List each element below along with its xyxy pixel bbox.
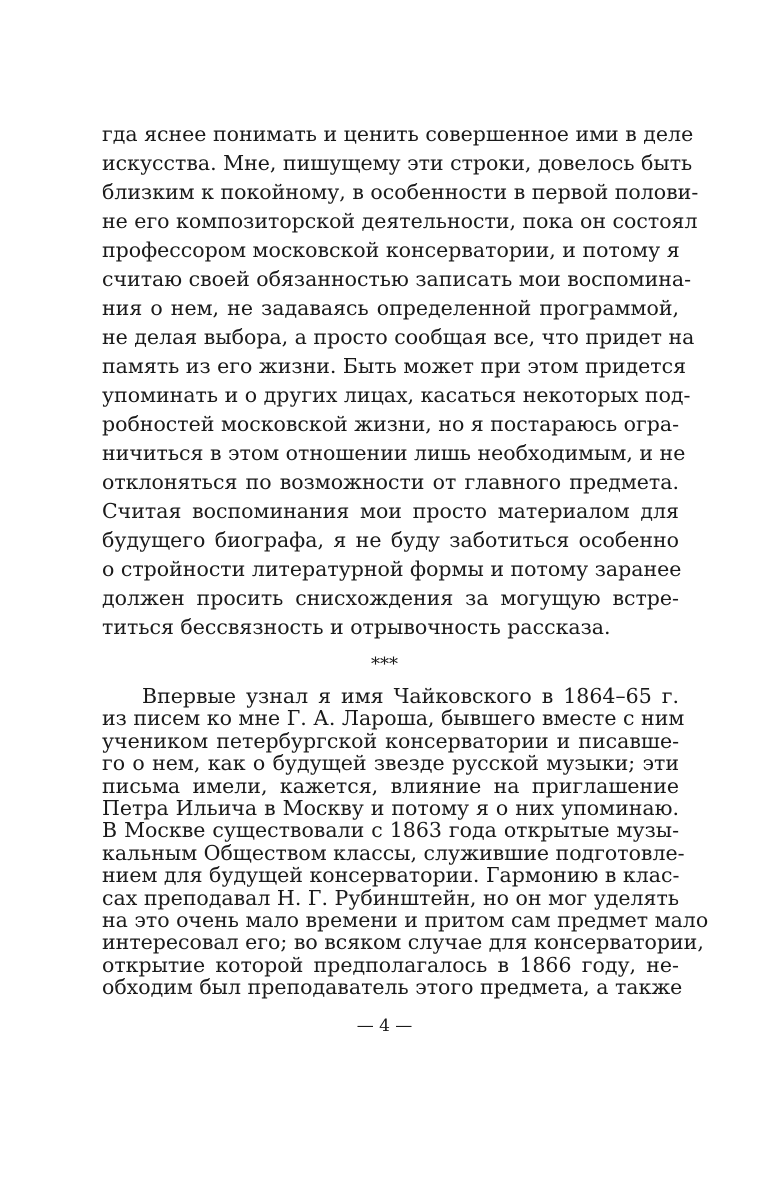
paragraph-1-line: гда яснее понимать и ценить совершенное ими в деле — [102, 122, 694, 146]
paragraph-1-line: считаю своей обязанностью записать мои воспомина- — [102, 267, 692, 291]
paragraph-2-line: интересовал его; во всяком случае для консерватории, — [102, 930, 704, 955]
paragraph-1-line: упоминать и о других лицах, касаться некоторых под- — [102, 383, 691, 407]
paragraph-2-line: из писем ко мне Г. А. Лароша, бывшего вместе с ним — [102, 706, 685, 731]
paragraph-1-line: титься бессвязность и отрывочность рассказа. — [102, 615, 611, 639]
paragraph-2-line: го о нем, как о будущей звезде русской музыки; эти — [102, 751, 679, 776]
paragraph-2-line: нием для будущей консерватории. Гармонию в клас- — [102, 863, 680, 888]
paragraph-2-line: Впервые узнал я имя Чайковского в 1864–65 г. — [142, 684, 679, 708]
paragraph-1-line: искусства. Мне, пишущему эти строки, довелось быть — [102, 151, 693, 175]
paragraph-1-line: должен просить снисхождения за могущую встре- — [102, 586, 679, 610]
paragraph-1-line: Считая воспоминания мои просто материалом для — [102, 499, 679, 523]
paragraph-2-line: открытие которой предполагалось в 1866 году, не- — [102, 952, 679, 977]
paragraph-1-line: робностей московской жизни, но я постараюсь огра- — [102, 412, 680, 436]
paragraph-2-line: на это очень мало времени и притом сам предмет мало — [102, 908, 709, 932]
paragraph-2-line: письма имели, кажется, влияние на приглашение — [102, 773, 679, 798]
section-separator: *** — [371, 654, 398, 675]
paragraph-2-line: обходим был преподаватель этого предмета, а также — [102, 975, 683, 1000]
paragraph-1-line: память из его жизни. Быть может при этом придется — [102, 354, 687, 378]
paragraph-1-line: ния о нем, не задаваясь определенной программой, — [102, 296, 679, 320]
paragraph-1-line: будущего биографа, я не буду заботиться особенно — [102, 528, 679, 552]
paragraph-1-line: близким к покойному, в особенности в первой полови- — [102, 180, 699, 204]
paragraph-1-line: о стройности литературной формы и потому заранее — [102, 557, 682, 581]
paragraph-1-line: ничиться в этом отношении лишь необходимым, и не — [102, 441, 686, 465]
paragraph-1-line: отклоняться по возможности от главного предмета. — [102, 470, 679, 494]
paragraph-2-line: сах преподавал Н. Г. Рубинштейн, но он мог уделять — [102, 885, 679, 910]
paragraph-2-line: учеником петербургской консерватории и писавше- — [102, 728, 679, 753]
paragraph-2-line: кальным Обществом классы, служившие подготовле- — [102, 840, 685, 865]
paragraph-1-line: не его композиторской деятельности, пока он состоял — [102, 209, 698, 233]
paragraph-1-line: не делая выбора, а просто сообщая все, что придет на — [102, 325, 695, 349]
page-number: — 4 — — [356, 1016, 413, 1036]
paragraph-2-line: В Москве существовали с 1863 года открытые музы- — [102, 818, 679, 843]
paragraph-1-line: профессором московской консерватории, и потому я — [102, 238, 680, 262]
paragraph-2-line: Петра Ильича в Москву и потому я о них упоминаю. — [102, 796, 679, 820]
